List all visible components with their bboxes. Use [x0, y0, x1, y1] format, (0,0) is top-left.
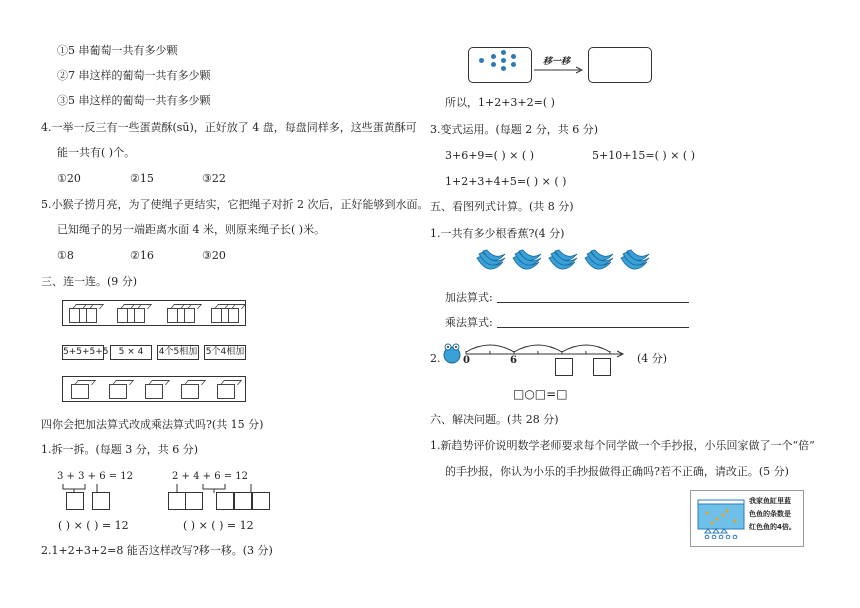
dot-icon: [501, 66, 506, 71]
question-4-line2: 能一共有( )个。: [57, 146, 136, 159]
expr-box-2[interactable]: 5 × 4: [110, 345, 152, 360]
split-box[interactable]: [168, 492, 186, 510]
banana-icon: [513, 250, 541, 269]
move-label: 移一移: [543, 57, 571, 67]
question-3-title: 3.变式运用。(每题 2 分，共 6 分): [430, 123, 599, 136]
q4-option-3: ③22: [202, 172, 226, 185]
section-3-title: 三、连一连。(9 分): [41, 275, 138, 288]
split-box[interactable]: [216, 492, 234, 510]
question-6-1-line1: 1.新趋势评价说明数学老师要求每个同学做一个手抄报，小乐回家做了一个“倍”: [430, 439, 815, 452]
expr-box-1[interactable]: 5+5+5+5: [62, 345, 104, 360]
split-box[interactable]: [234, 492, 252, 510]
cube-icon: [177, 308, 195, 323]
multiplication-label: 乘法算式:: [445, 316, 493, 329]
question-5-line1: 5.小猴子捞月亮，为了使绳子更结实，它把绳子对折 2 次后，正好能够到水面。: [41, 198, 429, 211]
fill-blank-b[interactable]: ( ) × ( ) = 12: [183, 519, 254, 532]
dot-icon: [501, 58, 506, 63]
dot-icon: [511, 62, 516, 67]
cube-icon: [145, 384, 163, 399]
q5-option-2: ②16: [130, 249, 154, 262]
split-box[interactable]: [185, 492, 203, 510]
section-5-title: 五、看图列式计算。(共 8 分): [430, 200, 574, 213]
q4-option-2: ②15: [130, 172, 154, 185]
poster-line-2: 色鱼的条数是: [749, 510, 791, 518]
q4-option-1: ①20: [57, 172, 81, 185]
cube-group-top: [62, 300, 246, 326]
q5-option-1: ①8: [57, 249, 74, 262]
poster-line-1: 我家鱼缸里蓝: [749, 497, 791, 505]
question-5-2-number: 2.: [430, 352, 441, 365]
answer-shapes[interactable]: □○□=□: [513, 387, 568, 401]
question-5-2-score: (4 分): [637, 352, 668, 365]
sub-question-3: ③5 串这样的葡萄一共有多少颗: [57, 94, 211, 107]
sub-question-1: ①5 串葡萄一共有多少颗: [57, 44, 178, 57]
equation-b: 2 + 4 + 6 = 12: [172, 471, 249, 482]
q3-expr-a[interactable]: 3+6+9=( ) × ( ): [445, 149, 535, 162]
cube-icon: [109, 384, 127, 399]
section-6-title: 六、解决问题。(共 28 分): [430, 413, 559, 426]
cube-icon: [217, 384, 235, 399]
dots-box: [468, 47, 532, 83]
arrow-right-icon: [534, 66, 586, 74]
dot-icon: [491, 54, 496, 59]
equation-a: 3 + 3 + 6 = 12: [57, 471, 134, 482]
banana-row: [475, 248, 655, 278]
cube-icon: [79, 308, 97, 323]
multiplication-answer-line[interactable]: [497, 327, 689, 328]
numline-six: 6: [510, 355, 517, 366]
split-box[interactable]: [252, 492, 270, 510]
question-5-line2: 已知绳子的另一端距离水面 4 米，则原来绳子长( )米。: [57, 223, 326, 236]
frog-icon: [442, 341, 462, 365]
addition-answer-line[interactable]: [497, 302, 689, 303]
q5-option-3: ③20: [202, 249, 226, 262]
banana-icon: [621, 250, 649, 269]
fill-blank-a[interactable]: ( ) × ( ) = 12: [58, 519, 129, 532]
cube-icon: [71, 384, 89, 399]
numline-blank-box[interactable]: [555, 358, 573, 376]
dot-icon: [501, 50, 506, 55]
sub-question-2: ②7 串这样的葡萄一共有多少颗: [57, 69, 211, 82]
expr-box-4[interactable]: 5个4相加: [204, 345, 246, 360]
dot-icon: [491, 62, 496, 67]
question-4-1-title: 1.拆一拆。(每题 3 分，共 6 分): [41, 443, 199, 456]
fish-tank-icon: [697, 499, 745, 539]
question-4-line1: 4.一举一反三有一些蛋黄酥(sū)，正好放了 4 盘，每盘同样多，这些蛋黄酥可: [41, 121, 417, 134]
numline-blank-box[interactable]: [593, 358, 611, 376]
banana-icon: [585, 250, 613, 269]
question-5-1-title: 1.一共有多少根香蕉?(4 分): [430, 227, 565, 240]
dot-icon: [479, 58, 484, 63]
cube-icon: [127, 308, 145, 323]
expr-box-3[interactable]: 4个5相加: [157, 345, 199, 360]
so-text: 所以，1+2+3+2=( ): [445, 96, 555, 109]
cube-icon: [181, 384, 199, 399]
numline-zero: 0: [463, 355, 470, 366]
q3-expr-c[interactable]: 1+2+3+4+5=( ) × ( ): [445, 175, 567, 188]
cube-group-bottom: [62, 376, 246, 402]
q3-expr-b[interactable]: 5+10+15=( ) × ( ): [592, 149, 696, 162]
banana-icon: [549, 250, 577, 269]
poster-line-3: 红色鱼的4倍。: [749, 523, 796, 531]
cube-icon: [221, 308, 239, 323]
answer-box-empty[interactable]: [588, 47, 652, 83]
addition-label: 加法算式:: [445, 291, 493, 304]
question-6-1-line2: 的手抄报，你认为小乐的手抄报做得正确吗?若不正确，请改正。(5 分): [445, 465, 789, 478]
banana-icon: [477, 250, 505, 269]
split-box[interactable]: [92, 492, 110, 510]
question-4-2-title: 2.1+2+3+2=8 能否这样改写?移一移。(3 分): [41, 544, 273, 557]
poster: [690, 490, 804, 547]
section-4-title: 四你会把加法算式改成乘法算式吗?(共 15 分): [41, 418, 264, 431]
split-box[interactable]: [66, 492, 84, 510]
dot-icon: [511, 54, 516, 59]
